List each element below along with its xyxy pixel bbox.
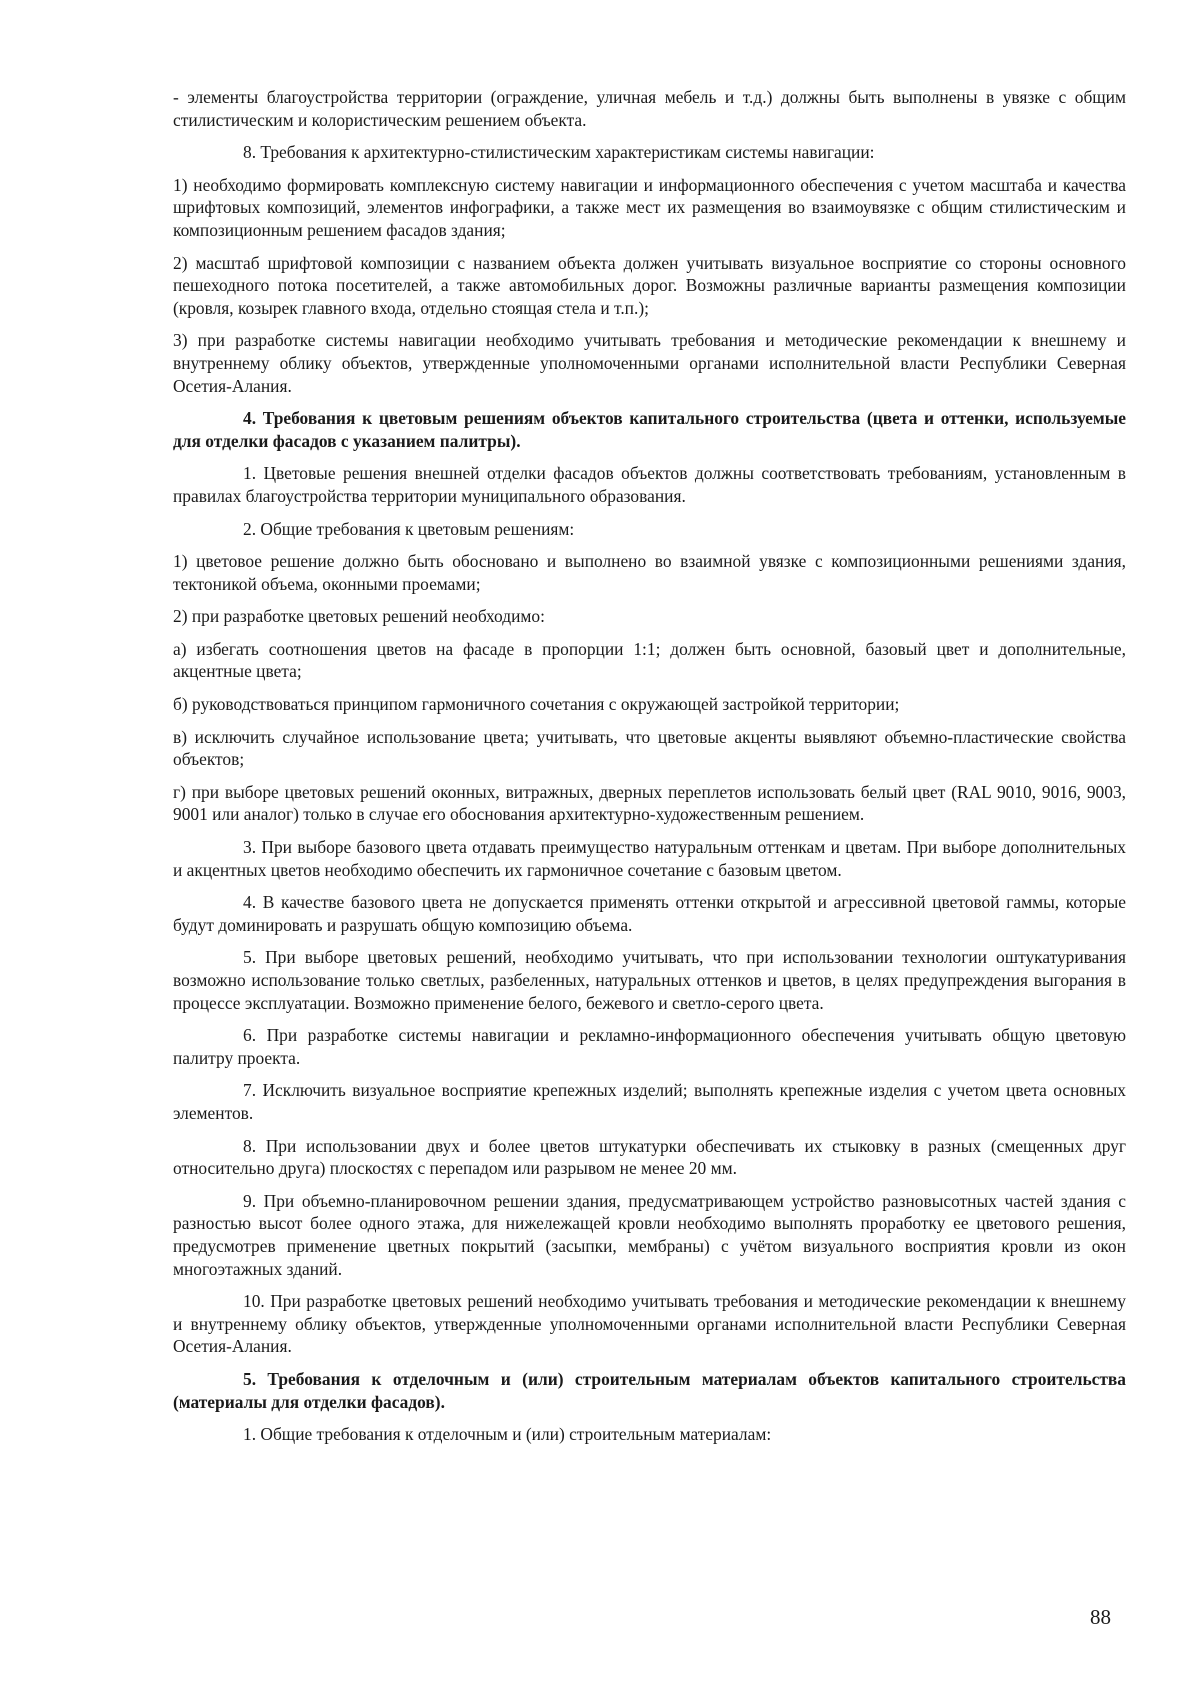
paragraph: 7. Исключить визуальное восприятие крепежных изделий; выполнять крепежные изделия с учетом цвета основных элементов. (173, 1080, 1126, 1123)
paragraph: г) при выборе цветовых решений оконных, витражных, дверных переплетов использовать белый цвет (RAL 9010, 9016, 9003, 9001 или аналог) только в случае его обоснования архитектурно-художественным решением. (173, 781, 1126, 825)
paragraph: в) исключить случайное использование цвета; учитывать, что цветовые акценты выявляют объемно-пластические свойства объектов; (173, 726, 1126, 770)
document-body (173, 86, 1126, 1456)
paragraph: а) избегать соотношения цветов на фасаде в пропорции 1:1; должен быть основной, базовый цвет и дополнительные, акцентные цвета; (173, 638, 1126, 682)
paragraph: 1) необходимо формировать комплексную систему навигации и информационного обеспечения с учетом масштаба и качества шрифтовых композиций, элементов инфографики, а также мест их размещения во взаимоувязке с общим стилистическим и композиционным решением фасадов здания; (173, 174, 1126, 240)
page-number: 88 (1090, 1605, 1111, 1629)
paragraph: 1. Цветовые решения внешней отделки фасадов объектов должны соответствовать требованиям, установленным в правилах благоустройства территории муниципального образования. (173, 463, 1126, 506)
paragraph: 2. Общие требования к цветовым решениям: (243, 518, 575, 539)
paragraph: 8. При использовании двух и более цветов штукатурки обеспечивать их стыковку в разных (смещенных друг относительно друга) плоскостях с перепадом или разрывом не менее 20 мм. (173, 1135, 1126, 1179)
paragraph: 9. При объемно-планировочном решении здания, предусматривающем устройство разновысотных частей здания с разностью высот более одного этажа, для нижележащей кровли необходимо выполнять проработку ее цветового решения, предусмотрев применение цветных покрытий (засыпки, мембраны) с учётом визуального восприятия кровли из окон многоэтажных зданий. (173, 1190, 1126, 1279)
paragraph: 6. При разработке системы навигации и рекламно-информационного обеспечения учитывать общую цветовую палитру проекта. (173, 1025, 1126, 1068)
paragraph: 3. При выборе базового цвета отдавать преимущество натуральным оттенкам и цветам. При выборе дополнительных и акцентных цветов необходимо обеспечить их гармоничное сочетание с базовым цветом. (173, 837, 1126, 880)
paragraph: 2) при разработке цветовых решений необходимо: (173, 606, 545, 627)
section-heading: 5. Требования к отделочным и (или) строительным материалам объектов капитального строительства (материалы для отделки фасадов). (173, 1368, 1126, 1412)
paragraph: б) руководствоваться принципом гармоничного сочетания с окружающей застройкой территории; (173, 694, 900, 715)
paragraph: 10. При разработке цветовых решений необходимо учитывать требования и методические рекомендации к внешнему и внутреннему облику объектов, утвержденные уполномоченными органами исполнительной власти Республики Северная Осетия-Алания. (173, 1291, 1126, 1357)
paragraph: 1. Общие требования к отделочным и (или) строительным материалам: (243, 1424, 772, 1445)
paragraph: 4. В качестве базового цвета не допускается применять оттенки открытой и агрессивной цветовой гаммы, которые будут доминировать и разрушать общую композицию объема. (173, 892, 1126, 935)
paragraph: 3) при разработке системы навигации необходимо учитывать требования и методические рекомендации к внешнему и внутреннему облику объектов, утвержденные уполномоченными органами исполнительной власти Республики Северная Осетия-Алания. (173, 330, 1126, 396)
paragraph: 1) цветовое решение должно быть обосновано и выполнено во взаимной увязке с композиционными решениями здания, тектоникой объема, оконными проемами; (173, 551, 1126, 594)
section-heading: 4. Требования к цветовым решениям объектов капитального строительства (цвета и оттенки, используемые для отделки фасадов с указанием палитры). (173, 408, 1126, 451)
paragraph: - элементы благоустройства территории (ограждение, уличная мебель и т.д.) должны быть выполнены в увязке с общим стилистическим и колористическим решением объекта. (173, 87, 1126, 130)
paragraph: 2) масштаб шрифтовой композиции с названием объекта должен учитывать визуальное восприятие со стороны основного пешеходного потока посетителей, а также автомобильных дорог. Возможны различные варианты размещения композиции (кровля, козырек главного входа, отдельно стоящая стела и т.п.); (173, 252, 1126, 318)
paragraph: 5. При выборе цветовых решений, необходимо учитывать, что при использовании технологии оштукатуривания возможно использование только светлых, разбеленных, натуральных оттенков и цветов, в целях предупреждения выгорания в процессе эксплуатации. Возможно применение белого, бежевого и светло-серого цвета. (173, 947, 1126, 1013)
paragraph: 8. Требования к архитектурно-стилистическим характеристикам системы навигации: (243, 142, 875, 163)
